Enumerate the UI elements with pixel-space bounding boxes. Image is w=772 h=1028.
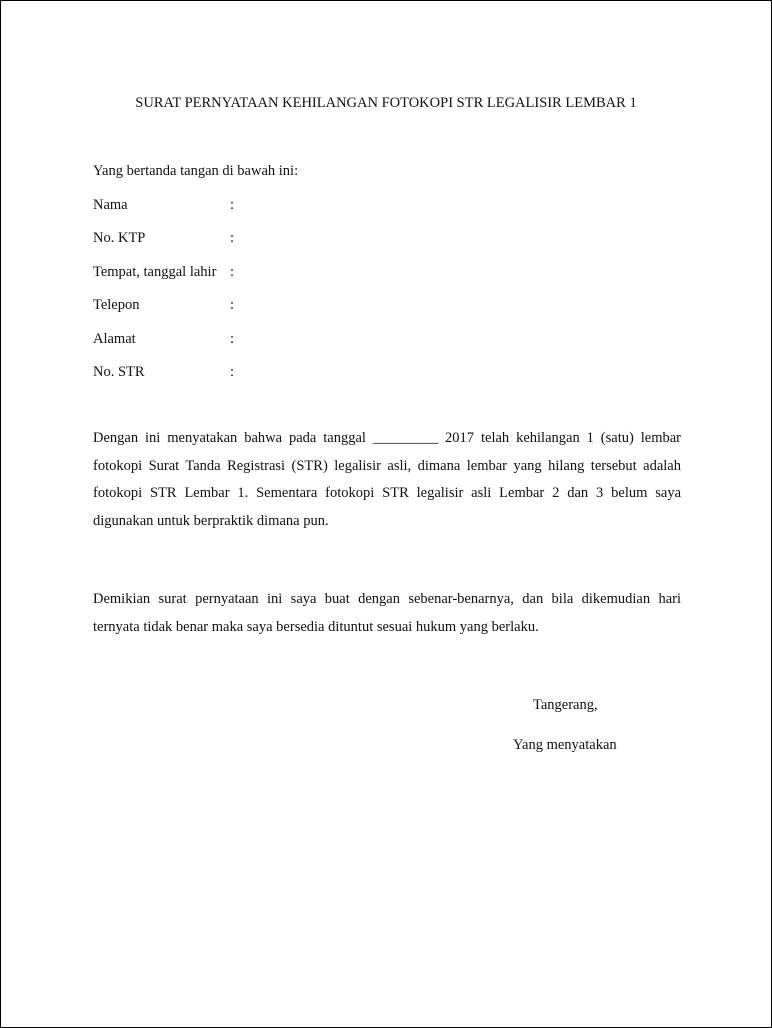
paragraph-line: ternyata tidak benar maka saya bersedia dituntut sesuai hukum yang berlaku. (93, 618, 539, 635)
paragraph-line: Dengan ini menyatakan bahwa pada tanggal _________ 2017 telah kehilangan 1 (satu) lembar (93, 430, 681, 446)
field-label: Nama (93, 197, 128, 213)
statement-paragraph (93, 425, 681, 535)
signature-place: Tangerang, (533, 697, 598, 713)
field-label: Telepon (93, 297, 140, 313)
field-colon: : (230, 197, 235, 213)
field-colon: : (230, 331, 235, 347)
field-tempat-tanggal-lahir (93, 264, 234, 281)
field-label: Tempat, tanggal lahir (93, 264, 217, 280)
field-no-str (93, 364, 234, 381)
paragraph-line: fotokopi STR Lembar 1. Sementara fotokopi STR legalisir asli Lembar 2 dan 3 belum saya (93, 485, 681, 501)
field-label: Alamat (93, 331, 136, 347)
paragraph-line: fotokopi Surat Tanda Registrasi (STR) legalisir asli, dimana lembar yang hilang tersebut adalah (93, 457, 681, 474)
field-no-ktp (93, 230, 234, 247)
field-colon: : (230, 364, 235, 380)
document-title: SURAT PERNYATAAN KEHILANGAN FOTOKOPI STR LEGALISIR LEMBAR 1 (135, 95, 637, 111)
field-label: No. KTP (93, 230, 146, 246)
field-colon: : (230, 230, 235, 246)
signature-declarant: Yang menyatakan (513, 737, 617, 753)
field-nama (93, 197, 234, 214)
field-alamat (93, 331, 234, 348)
paragraph-line: digunakan untuk berpraktik dimana pun. (93, 512, 329, 529)
closing-paragraph (93, 586, 681, 641)
field-colon: : (230, 264, 235, 280)
field-label: No. STR (93, 364, 145, 380)
intro-text: Yang bertanda tangan di bawah ini: (93, 163, 299, 179)
paragraph-line: Demikian surat pernyataan ini saya buat dengan sebenar-benarnya, dan bila dikemudian hari (93, 591, 681, 607)
field-colon: : (230, 297, 235, 313)
field-telepon (93, 297, 234, 314)
